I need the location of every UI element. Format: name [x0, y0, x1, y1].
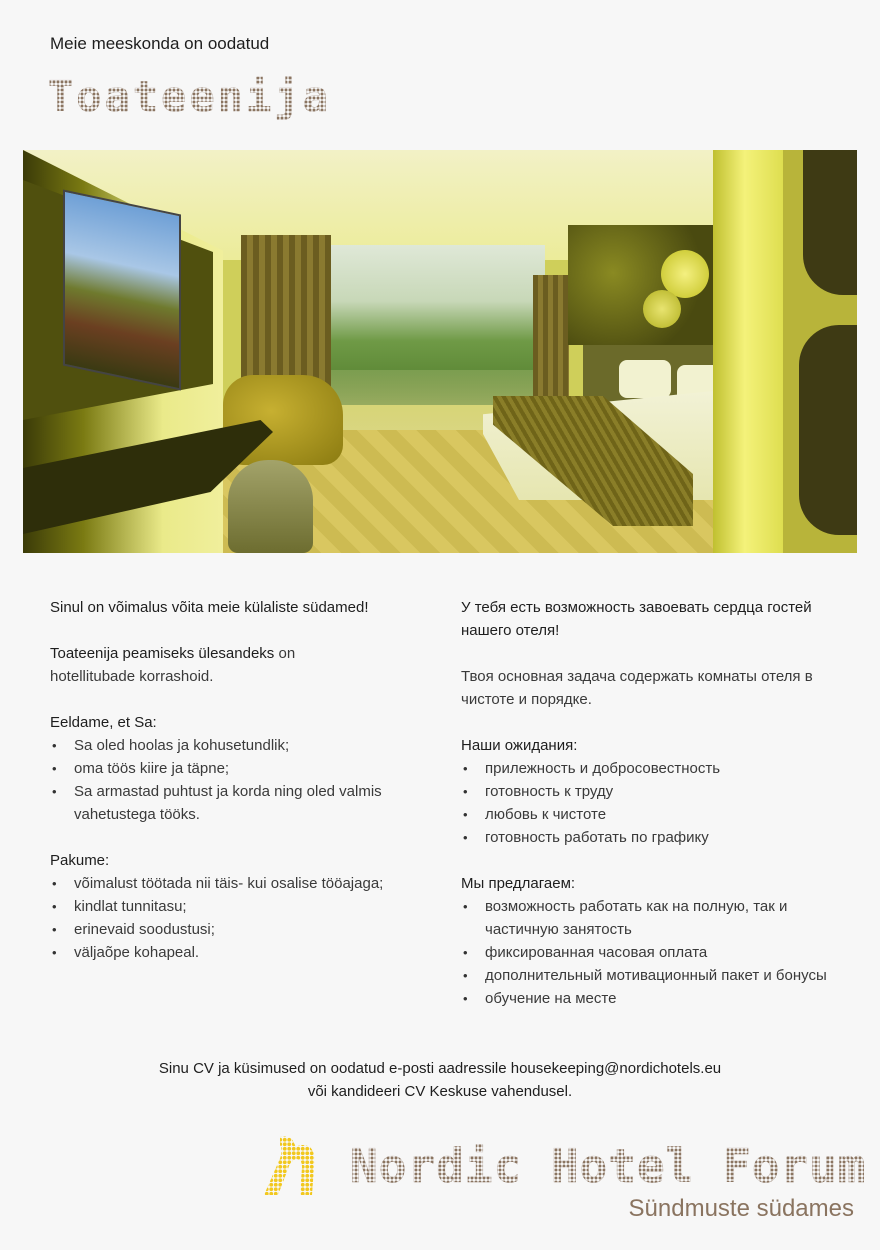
ru-expect-heading: Наши ожидания:: [461, 737, 578, 754]
ru-expect-list: [461, 757, 841, 849]
logo-tagline: Sündmuste südames: [628, 1195, 854, 1222]
list-item: • oma töös kiire ja täpne;: [50, 757, 430, 780]
contact-prefix: Sinu CV ja küsimused on oodatud e-posti aadressile: [158, 1060, 511, 1077]
et-offer-list: [50, 872, 430, 964]
list-item: • любовь к чистоте: [461, 803, 841, 826]
russian-column: [461, 596, 841, 1010]
et-duties-strong: Toateenija peamiseks ülesandeks: [50, 645, 275, 662]
list-item: • готовность работать по графику: [461, 826, 841, 849]
et-duties-rest-1: on: [274, 645, 296, 662]
ru-duties: Твоя основная задача содержать комнаты отеля в чистоте и порядке.: [461, 668, 813, 708]
hotel-room-photo: [23, 150, 857, 553]
et-expect-heading: Eeldame, et Sa:: [50, 714, 157, 731]
logo-wordmark: Nordic Hotel Forum: [350, 1139, 867, 1193]
list-item: • фиксированная часовая оплата: [461, 941, 841, 964]
list-item: • обучение на месте: [461, 987, 841, 1010]
contact-line-2: või kandideeri CV Keskuse vahendusel.: [307, 1083, 573, 1100]
list-item: • дополнительный мотивационный пакет и бонусы: [461, 964, 841, 987]
et-expect-list: [50, 734, 430, 826]
list-item: • väljaõpe kohapeal.: [50, 941, 430, 964]
list-item: • kindlat tunnitasu;: [50, 895, 430, 918]
tv-icon: [63, 189, 181, 390]
contact-email-link[interactable]: housekeeping@nordichotels.eu: [510, 1060, 722, 1077]
list-item: • прилежность и добросовестность: [461, 757, 841, 780]
ru-intro-heading: У тебя есть возможность завоевать сердца гостей нашего отеля!: [461, 599, 812, 639]
list-item: • готовность к труду: [461, 780, 841, 803]
list-item: • Sa armastad puhtust ja korda ning oled valmis vahetustega tööks.: [50, 780, 430, 826]
page-title: Toateenija: [48, 72, 331, 121]
ru-offer-heading: Мы предлагаем:: [461, 875, 576, 892]
ru-offer-list: [461, 895, 841, 1010]
estonian-column: [50, 596, 430, 964]
list-item: • võimalust töötada nii täis- kui osalise tööajaga;: [50, 872, 430, 895]
contact-line-1: [0, 1057, 880, 1080]
et-duties: [50, 642, 430, 688]
et-intro-heading: Sinul on võimalus võita meie külaliste südamed!: [50, 599, 369, 616]
et-duties-rest-2: hotellitubade korrashoid.: [50, 668, 214, 685]
list-item: • erinevaid soodustusi;: [50, 918, 430, 941]
nordic-hotel-forum-dot-mark-icon: [260, 1133, 326, 1199]
et-offer-heading: Pakume:: [50, 852, 110, 869]
contact-info: [0, 1057, 880, 1103]
list-item: • Sa oled hoolas ja kohusetundlik;: [50, 734, 430, 757]
list-item: • возможность работать как на полную, так и частичную занятость: [461, 895, 841, 941]
page-kicker: Meie meeskonda on oodatud: [50, 34, 270, 53]
